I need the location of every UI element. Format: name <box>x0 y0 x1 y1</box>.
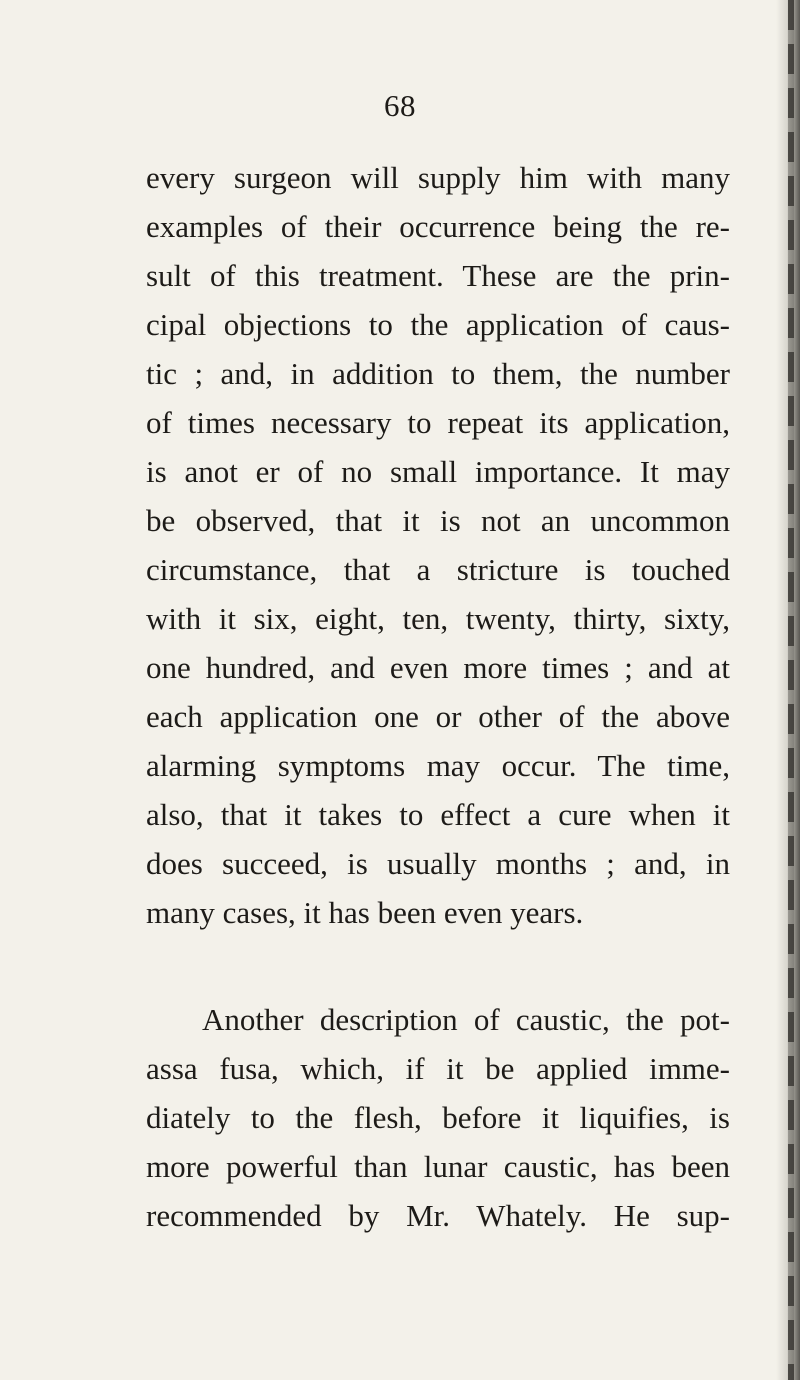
paragraph-1 <box>146 153 730 937</box>
text-line: more powerful than lunar caustic, has been <box>146 1149 730 1184</box>
body-text <box>146 153 730 1240</box>
text-line: be observed, that it is not an uncommon <box>146 503 730 538</box>
text-line: is anot er of no small importance. It may <box>146 454 730 489</box>
paragraph-gap <box>146 937 730 995</box>
text-line: circumstance, that a stricture is touched <box>146 552 730 587</box>
text-line: examples of their occurrence being the re- <box>146 209 730 244</box>
text-line: with it six, eight, ten, twenty, thirty, sixty, <box>146 601 730 636</box>
text-line: assa fusa, which, if it be applied imme- <box>146 1051 730 1086</box>
text-line: diately to the flesh, before it liquifies, is <box>146 1100 730 1135</box>
text-line: Another description of caustic, the pot- <box>202 1002 730 1037</box>
text-line: many cases, it has been even years. <box>146 895 584 930</box>
text-line: cipal objections to the application of caus- <box>146 307 730 342</box>
text-line: alarming symptoms may occur. The time, <box>146 748 730 783</box>
text-line: every surgeon will supply him with many <box>146 160 730 195</box>
text-line: of times necessary to repeat its application, <box>146 405 730 440</box>
page-number: 68 <box>384 88 416 123</box>
text-line: does succeed, is usually months ; and, in <box>146 846 730 881</box>
text-line: recommended by Mr. Whately. He sup- <box>146 1198 730 1233</box>
paragraph-2 <box>146 995 730 1240</box>
page-edge-shadow <box>788 0 794 1380</box>
text-line: tic ; and, in addition to them, the number <box>146 356 730 391</box>
text-line: one hundred, and even more times ; and at <box>146 650 730 685</box>
text-line: each application one or other of the above <box>146 699 730 734</box>
text-line: also, that it takes to effect a cure when it <box>146 797 730 832</box>
text-line: sult of this treatment. These are the prin- <box>146 258 730 293</box>
